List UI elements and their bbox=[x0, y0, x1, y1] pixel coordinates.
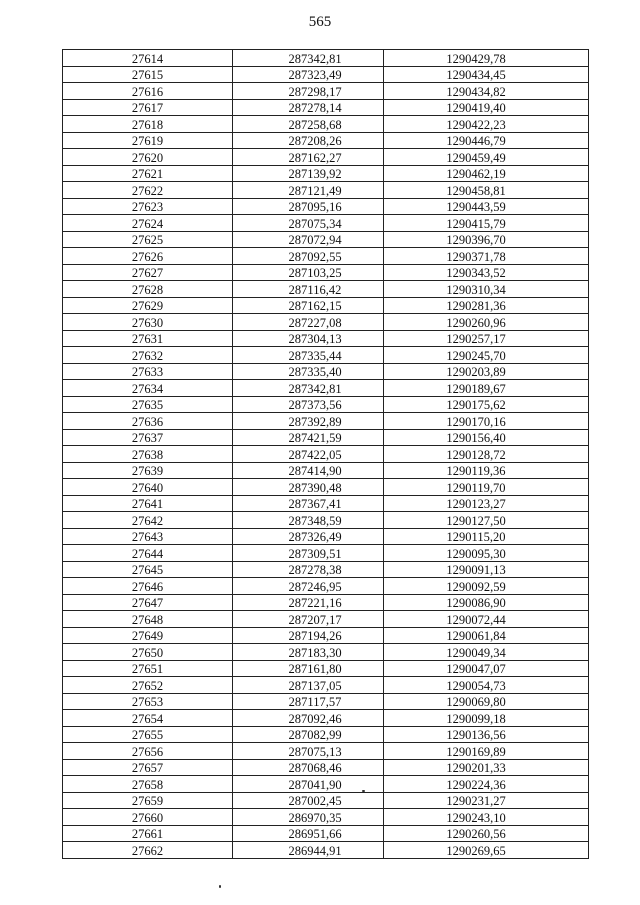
x-coordinate-cell: 287207,17 bbox=[233, 611, 384, 628]
y-coordinate-cell: 1290175,62 bbox=[384, 396, 589, 413]
point-number-cell: 27625 bbox=[63, 231, 233, 248]
y-coordinate-cell: 1290434,82 bbox=[384, 83, 589, 100]
y-coordinate-cell: 1290260,96 bbox=[384, 314, 589, 331]
table-row bbox=[63, 660, 589, 677]
x-coordinate-cell: 287323,49 bbox=[233, 66, 384, 83]
x-coordinate-cell: 287258,68 bbox=[233, 116, 384, 133]
y-coordinate-cell: 1290189,67 bbox=[384, 380, 589, 397]
y-coordinate-cell: 1290115,20 bbox=[384, 528, 589, 545]
y-coordinate-cell: 1290458,81 bbox=[384, 182, 589, 199]
x-coordinate-cell: 287095,16 bbox=[233, 198, 384, 215]
point-number-cell: 27626 bbox=[63, 248, 233, 265]
point-number-cell: 27650 bbox=[63, 644, 233, 661]
table-row bbox=[63, 380, 589, 397]
x-coordinate-cell: 287246,95 bbox=[233, 578, 384, 595]
point-number-cell: 27620 bbox=[63, 149, 233, 166]
point-number-cell: 27639 bbox=[63, 462, 233, 479]
table-row bbox=[63, 545, 589, 562]
point-number-cell: 27632 bbox=[63, 347, 233, 364]
y-coordinate-cell: 1290156,40 bbox=[384, 429, 589, 446]
x-coordinate-cell: 287041,90 bbox=[233, 776, 384, 793]
y-coordinate-cell: 1290446,79 bbox=[384, 132, 589, 149]
table-row bbox=[63, 644, 589, 661]
page-number: 565 bbox=[308, 14, 332, 30]
y-coordinate-cell: 1290422,23 bbox=[384, 116, 589, 133]
table-row bbox=[63, 677, 589, 694]
table-row bbox=[63, 710, 589, 727]
point-number-cell: 27623 bbox=[63, 198, 233, 215]
x-coordinate-cell: 287348,59 bbox=[233, 512, 384, 529]
y-coordinate-cell: 1290099,18 bbox=[384, 710, 589, 727]
point-number-cell: 27642 bbox=[63, 512, 233, 529]
y-coordinate-cell: 1290415,79 bbox=[384, 215, 589, 232]
point-number-cell: 27614 bbox=[63, 50, 233, 67]
x-coordinate-cell: 287390,48 bbox=[233, 479, 384, 496]
table-row bbox=[63, 116, 589, 133]
y-coordinate-cell: 1290054,73 bbox=[384, 677, 589, 694]
x-coordinate-cell: 287161,80 bbox=[233, 660, 384, 677]
table-row bbox=[63, 363, 589, 380]
table-row bbox=[63, 198, 589, 215]
x-coordinate-cell: 287392,89 bbox=[233, 413, 384, 430]
y-coordinate-cell: 1290201,33 bbox=[384, 759, 589, 776]
point-number-cell: 27658 bbox=[63, 776, 233, 793]
point-number-cell: 27630 bbox=[63, 314, 233, 331]
point-number-cell: 27635 bbox=[63, 396, 233, 413]
x-coordinate-cell: 287278,38 bbox=[233, 561, 384, 578]
point-number-cell: 27634 bbox=[63, 380, 233, 397]
y-coordinate-cell: 1290281,36 bbox=[384, 297, 589, 314]
x-coordinate-cell: 287278,14 bbox=[233, 99, 384, 116]
x-coordinate-cell: 287162,15 bbox=[233, 297, 384, 314]
y-coordinate-cell: 1290072,44 bbox=[384, 611, 589, 628]
x-coordinate-cell: 287414,90 bbox=[233, 462, 384, 479]
table-row bbox=[63, 743, 589, 760]
point-number-cell: 27659 bbox=[63, 792, 233, 809]
y-coordinate-cell: 1290086,90 bbox=[384, 594, 589, 611]
table-row bbox=[63, 594, 589, 611]
x-coordinate-cell: 287082,99 bbox=[233, 726, 384, 743]
y-coordinate-cell: 1290243,10 bbox=[384, 809, 589, 826]
x-coordinate-cell: 287117,57 bbox=[233, 693, 384, 710]
table-row bbox=[63, 842, 589, 859]
coordinates-table bbox=[62, 49, 589, 859]
x-coordinate-cell: 287075,13 bbox=[233, 743, 384, 760]
table-row bbox=[63, 231, 589, 248]
y-coordinate-cell: 1290260,56 bbox=[384, 825, 589, 842]
point-number-cell: 27637 bbox=[63, 429, 233, 446]
x-coordinate-cell: 287304,13 bbox=[233, 330, 384, 347]
x-coordinate-cell: 287422,05 bbox=[233, 446, 384, 463]
y-coordinate-cell: 1290069,80 bbox=[384, 693, 589, 710]
table-row bbox=[63, 83, 589, 100]
y-coordinate-cell: 1290429,78 bbox=[384, 50, 589, 67]
y-coordinate-cell: 1290462,19 bbox=[384, 165, 589, 182]
x-coordinate-cell: 287139,92 bbox=[233, 165, 384, 182]
x-coordinate-cell: 287373,56 bbox=[233, 396, 384, 413]
point-number-cell: 27633 bbox=[63, 363, 233, 380]
x-coordinate-cell: 287068,46 bbox=[233, 759, 384, 776]
x-coordinate-cell: 287326,49 bbox=[233, 528, 384, 545]
y-coordinate-cell: 1290092,59 bbox=[384, 578, 589, 595]
table-row bbox=[63, 479, 589, 496]
y-coordinate-cell: 1290269,65 bbox=[384, 842, 589, 859]
x-coordinate-cell: 287092,46 bbox=[233, 710, 384, 727]
x-coordinate-cell: 287309,51 bbox=[233, 545, 384, 562]
table-row bbox=[63, 297, 589, 314]
y-coordinate-cell: 1290170,16 bbox=[384, 413, 589, 430]
point-number-cell: 27648 bbox=[63, 611, 233, 628]
table-row bbox=[63, 512, 589, 529]
x-coordinate-cell: 287194,26 bbox=[233, 627, 384, 644]
table-row bbox=[63, 248, 589, 265]
table-row bbox=[63, 66, 589, 83]
x-coordinate-cell: 286944,91 bbox=[233, 842, 384, 859]
x-coordinate-cell: 287298,17 bbox=[233, 83, 384, 100]
table-row bbox=[63, 429, 589, 446]
y-coordinate-cell: 1290128,72 bbox=[384, 446, 589, 463]
table-row bbox=[63, 561, 589, 578]
y-coordinate-cell: 1290095,30 bbox=[384, 545, 589, 562]
table-row bbox=[63, 825, 589, 842]
table-row bbox=[63, 809, 589, 826]
point-number-cell: 27662 bbox=[63, 842, 233, 859]
y-coordinate-cell: 1290119,70 bbox=[384, 479, 589, 496]
x-coordinate-cell: 287002,45 bbox=[233, 792, 384, 809]
point-number-cell: 27646 bbox=[63, 578, 233, 595]
point-number-cell: 27651 bbox=[63, 660, 233, 677]
y-coordinate-cell: 1290169,89 bbox=[384, 743, 589, 760]
x-coordinate-cell: 286970,35 bbox=[233, 809, 384, 826]
point-number-cell: 27631 bbox=[63, 330, 233, 347]
table-row bbox=[63, 149, 589, 166]
table-row bbox=[63, 165, 589, 182]
x-coordinate-cell: 287342,81 bbox=[233, 50, 384, 67]
table-row bbox=[63, 99, 589, 116]
point-number-cell: 27615 bbox=[63, 66, 233, 83]
x-coordinate-cell: 287208,26 bbox=[233, 132, 384, 149]
x-coordinate-cell: 287335,44 bbox=[233, 347, 384, 364]
coordinates-table-body bbox=[63, 50, 589, 859]
table-row bbox=[63, 528, 589, 545]
y-coordinate-cell: 1290061,84 bbox=[384, 627, 589, 644]
x-coordinate-cell: 287342,81 bbox=[233, 380, 384, 397]
table-row bbox=[63, 132, 589, 149]
table-row bbox=[63, 413, 589, 430]
point-number-cell: 27657 bbox=[63, 759, 233, 776]
table-row bbox=[63, 776, 589, 793]
x-coordinate-cell: 287162,27 bbox=[233, 149, 384, 166]
table-row bbox=[63, 759, 589, 776]
point-number-cell: 27640 bbox=[63, 479, 233, 496]
x-coordinate-cell: 287075,34 bbox=[233, 215, 384, 232]
y-coordinate-cell: 1290396,70 bbox=[384, 231, 589, 248]
point-number-cell: 27641 bbox=[63, 495, 233, 512]
table-row bbox=[63, 50, 589, 67]
point-number-cell: 27645 bbox=[63, 561, 233, 578]
point-number-cell: 27654 bbox=[63, 710, 233, 727]
y-coordinate-cell: 1290224,36 bbox=[384, 776, 589, 793]
point-number-cell: 27617 bbox=[63, 99, 233, 116]
table-row bbox=[63, 611, 589, 628]
point-number-cell: 27636 bbox=[63, 413, 233, 430]
table-row bbox=[63, 215, 589, 232]
table-row bbox=[63, 627, 589, 644]
y-coordinate-cell: 1290091,13 bbox=[384, 561, 589, 578]
point-number-cell: 27618 bbox=[63, 116, 233, 133]
point-number-cell: 27656 bbox=[63, 743, 233, 760]
table-row bbox=[63, 462, 589, 479]
point-number-cell: 27628 bbox=[63, 281, 233, 298]
point-number-cell: 27661 bbox=[63, 825, 233, 842]
y-coordinate-cell: 1290245,70 bbox=[384, 347, 589, 364]
point-number-cell: 27622 bbox=[63, 182, 233, 199]
x-coordinate-cell: 287227,08 bbox=[233, 314, 384, 331]
x-coordinate-cell: 287121,49 bbox=[233, 182, 384, 199]
y-coordinate-cell: 1290136,56 bbox=[384, 726, 589, 743]
scan-speck bbox=[362, 790, 365, 792]
x-coordinate-cell: 287092,55 bbox=[233, 248, 384, 265]
table-row bbox=[63, 330, 589, 347]
table-row bbox=[63, 693, 589, 710]
table-row bbox=[63, 726, 589, 743]
x-coordinate-cell: 287221,16 bbox=[233, 594, 384, 611]
point-number-cell: 27619 bbox=[63, 132, 233, 149]
point-number-cell: 27638 bbox=[63, 446, 233, 463]
table-row bbox=[63, 396, 589, 413]
point-number-cell: 27627 bbox=[63, 264, 233, 281]
point-number-cell: 27624 bbox=[63, 215, 233, 232]
y-coordinate-cell: 1290231,27 bbox=[384, 792, 589, 809]
y-coordinate-cell: 1290459,49 bbox=[384, 149, 589, 166]
x-coordinate-cell: 287421,59 bbox=[233, 429, 384, 446]
x-coordinate-cell: 287137,05 bbox=[233, 677, 384, 694]
x-coordinate-cell: 287335,40 bbox=[233, 363, 384, 380]
point-number-cell: 27621 bbox=[63, 165, 233, 182]
y-coordinate-cell: 1290123,27 bbox=[384, 495, 589, 512]
scan-speck bbox=[219, 885, 221, 888]
y-coordinate-cell: 1290443,59 bbox=[384, 198, 589, 215]
x-coordinate-cell: 287072,94 bbox=[233, 231, 384, 248]
x-coordinate-cell: 287116,42 bbox=[233, 281, 384, 298]
table-row bbox=[63, 495, 589, 512]
y-coordinate-cell: 1290257,17 bbox=[384, 330, 589, 347]
y-coordinate-cell: 1290310,34 bbox=[384, 281, 589, 298]
point-number-cell: 27616 bbox=[63, 83, 233, 100]
table-row bbox=[63, 792, 589, 809]
y-coordinate-cell: 1290203,89 bbox=[384, 363, 589, 380]
table-row bbox=[63, 446, 589, 463]
y-coordinate-cell: 1290049,34 bbox=[384, 644, 589, 661]
y-coordinate-cell: 1290434,45 bbox=[384, 66, 589, 83]
point-number-cell: 27655 bbox=[63, 726, 233, 743]
y-coordinate-cell: 1290419,40 bbox=[384, 99, 589, 116]
y-coordinate-cell: 1290127,50 bbox=[384, 512, 589, 529]
point-number-cell: 27629 bbox=[63, 297, 233, 314]
x-coordinate-cell: 287183,30 bbox=[233, 644, 384, 661]
table-row bbox=[63, 281, 589, 298]
table-row bbox=[63, 182, 589, 199]
table-row bbox=[63, 314, 589, 331]
y-coordinate-cell: 1290343,52 bbox=[384, 264, 589, 281]
y-coordinate-cell: 1290371,78 bbox=[384, 248, 589, 265]
point-number-cell: 27644 bbox=[63, 545, 233, 562]
x-coordinate-cell: 287367,41 bbox=[233, 495, 384, 512]
x-coordinate-cell: 287103,25 bbox=[233, 264, 384, 281]
y-coordinate-cell: 1290119,36 bbox=[384, 462, 589, 479]
point-number-cell: 27649 bbox=[63, 627, 233, 644]
table-row bbox=[63, 264, 589, 281]
point-number-cell: 27652 bbox=[63, 677, 233, 694]
table-row bbox=[63, 347, 589, 364]
point-number-cell: 27647 bbox=[63, 594, 233, 611]
table-row bbox=[63, 578, 589, 595]
y-coordinate-cell: 1290047,07 bbox=[384, 660, 589, 677]
point-number-cell: 27660 bbox=[63, 809, 233, 826]
x-coordinate-cell: 286951,66 bbox=[233, 825, 384, 842]
point-number-cell: 27653 bbox=[63, 693, 233, 710]
point-number-cell: 27643 bbox=[63, 528, 233, 545]
